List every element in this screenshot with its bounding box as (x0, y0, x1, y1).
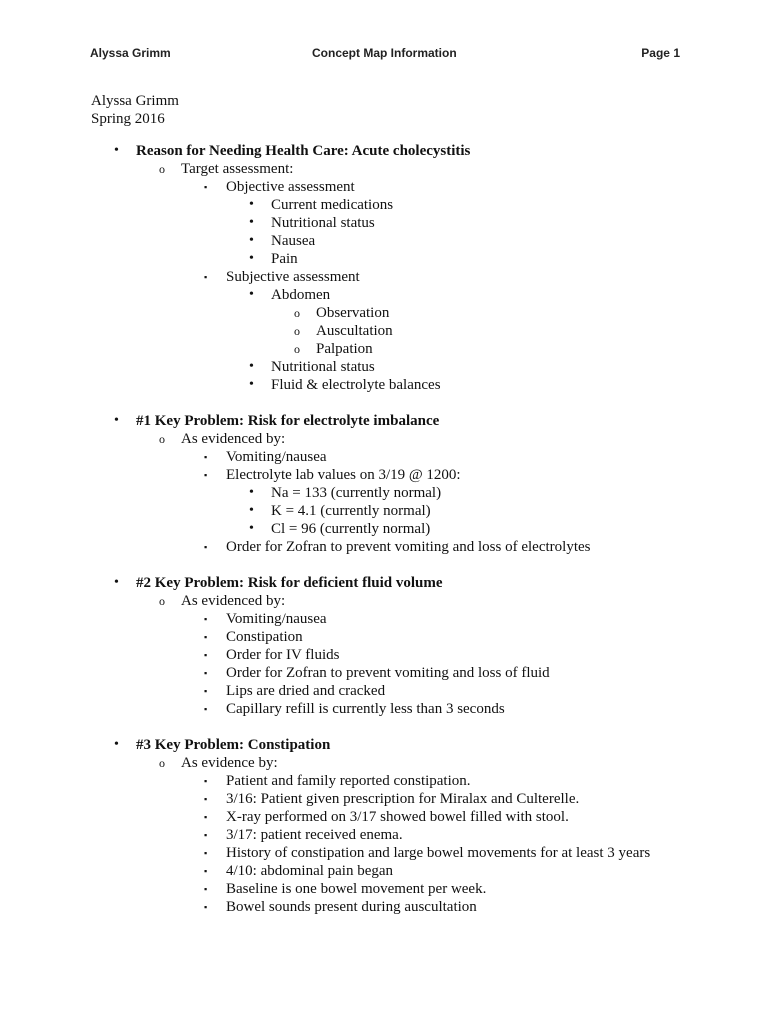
bullet-marker: • (114, 737, 119, 752)
outline-item (0, 844, 768, 862)
outline-item (0, 862, 768, 880)
outline-section (0, 142, 768, 394)
outline-item-text: Objective assessment (226, 179, 355, 195)
square-marker: ▪ (204, 812, 208, 822)
circle-marker: o (159, 756, 165, 770)
outline-item-text: Vomiting/nausea (226, 611, 327, 627)
outline-subitem (0, 286, 768, 304)
section-heading (0, 412, 768, 430)
bullet-marker: • (249, 521, 254, 536)
outline-detail (0, 322, 768, 340)
evidence-label (0, 592, 768, 610)
circle-marker: o (294, 324, 300, 338)
author-name: Alyssa Grimm (91, 93, 179, 109)
circle-marker: o (159, 162, 165, 176)
outline-subitem-text: Current medications (271, 197, 394, 213)
header-page-number: Page 1 (641, 46, 680, 60)
outline-section (0, 412, 768, 556)
bullet-marker: • (114, 143, 119, 158)
outline-subitem (0, 502, 768, 520)
outline-item-text: Electrolyte lab values on 3/19 @ 1200: (226, 467, 461, 483)
bullet-marker: • (249, 485, 254, 500)
outline-item-text: Lips are dried and cracked (226, 683, 386, 699)
document-meta (91, 92, 179, 128)
outline-item (0, 790, 768, 808)
section-heading-text: #2 Key Problem: Risk for deficient fluid volume (136, 575, 443, 591)
square-marker: ▪ (204, 632, 208, 642)
outline-subitem (0, 214, 768, 232)
outline-item (0, 268, 768, 286)
outline-subitem-text: Fluid & electrolyte balances (271, 377, 441, 393)
outline-subitem-text: Nutritional status (271, 215, 375, 231)
square-marker: ▪ (204, 668, 208, 678)
bullet-marker: • (249, 197, 254, 212)
outline-item-text: Constipation (226, 629, 303, 645)
outline-detail (0, 340, 768, 358)
concept-map-outline (0, 142, 768, 916)
outline-subitem (0, 196, 768, 214)
outline-item-text: Bowel sounds present during auscultation (226, 899, 477, 915)
header-title: Concept Map Information (312, 46, 457, 60)
outline-item (0, 700, 768, 718)
square-marker: ▪ (204, 542, 208, 552)
section-heading-text: #3 Key Problem: Constipation (136, 737, 331, 753)
outline-subitem-text: Pain (271, 251, 298, 267)
outline-item (0, 448, 768, 466)
outline-item-text: 3/17: patient received enema. (226, 827, 403, 843)
outline-subitem-text: K = 4.1 (currently normal) (271, 503, 431, 519)
circle-marker: o (159, 594, 165, 608)
outline-subitem (0, 250, 768, 268)
square-marker: ▪ (204, 884, 208, 894)
bullet-marker: • (249, 251, 254, 266)
outline-item (0, 646, 768, 664)
square-marker: ▪ (204, 848, 208, 858)
square-marker: ▪ (204, 902, 208, 912)
outline-detail-text: Observation (316, 305, 390, 321)
outline-subitem-text: Na = 133 (currently normal) (271, 485, 442, 501)
outline-item (0, 772, 768, 790)
outline-item (0, 808, 768, 826)
outline-item-text: Vomiting/nausea (226, 449, 327, 465)
outline-subitem (0, 520, 768, 538)
outline-detail (0, 304, 768, 322)
evidence-label-text: As evidenced by: (181, 431, 286, 447)
page-header (90, 46, 680, 64)
outline-subitem (0, 358, 768, 376)
bullet-marker: • (249, 233, 254, 248)
square-marker: ▪ (204, 182, 208, 192)
outline-item (0, 178, 768, 196)
evidence-label (0, 430, 768, 448)
outline-item (0, 466, 768, 484)
outline-subitem (0, 232, 768, 250)
section-heading (0, 574, 768, 592)
outline-item (0, 538, 768, 556)
section-heading (0, 142, 768, 160)
square-marker: ▪ (204, 776, 208, 786)
section-heading-text: #1 Key Problem: Risk for electrolyte imbalance (136, 413, 440, 429)
outline-subitem-text: Cl = 96 (currently normal) (271, 521, 431, 537)
outline-item-text: Order for Zofran to prevent vomiting and loss of electrolytes (226, 539, 591, 555)
square-marker: ▪ (204, 704, 208, 714)
outline-item-text: Patient and family reported constipation. (226, 773, 471, 789)
outline-detail-text: Auscultation (316, 323, 393, 339)
outline-section (0, 736, 768, 916)
outline-detail-text: Palpation (316, 341, 373, 357)
outline-item-text: Capillary refill is currently less than 3 seconds (226, 701, 505, 717)
square-marker: ▪ (204, 866, 208, 876)
circle-marker: o (159, 432, 165, 446)
outline-item-text: 4/10: abdominal pain began (226, 863, 394, 879)
bullet-marker: • (114, 413, 119, 428)
square-marker: ▪ (204, 830, 208, 840)
bullet-marker: • (114, 575, 119, 590)
outline-item (0, 826, 768, 844)
outline-item (0, 628, 768, 646)
outline-section (0, 574, 768, 718)
outline-subitem (0, 376, 768, 394)
header-author: Alyssa Grimm (90, 46, 171, 60)
bullet-marker: • (249, 377, 254, 392)
bullet-marker: • (249, 215, 254, 230)
circle-marker: o (294, 306, 300, 320)
evidence-label-text: Target assessment: (181, 161, 294, 177)
term: Spring 2016 (91, 111, 165, 127)
bullet-marker: • (249, 287, 254, 302)
square-marker: ▪ (204, 614, 208, 624)
outline-item-text: 3/16: Patient given prescription for Miralax and Culterelle. (226, 791, 580, 807)
outline-subitem-text: Abdomen (271, 287, 331, 303)
bullet-marker: • (249, 359, 254, 374)
outline-item (0, 682, 768, 700)
square-marker: ▪ (204, 272, 208, 282)
outline-item (0, 610, 768, 628)
evidence-label-text: As evidenced by: (181, 593, 286, 609)
outline-item-text: Baseline is one bowel movement per week. (226, 881, 487, 897)
evidence-label (0, 754, 768, 772)
outline-subitem-text: Nutritional status (271, 359, 375, 375)
outline-item-text: X-ray performed on 3/17 showed bowel filled with stool. (226, 809, 569, 825)
evidence-label-text: As evidence by: (181, 755, 278, 771)
outline-item-text: History of constipation and large bowel movements for at least 3 years (226, 845, 651, 861)
outline-subitem (0, 484, 768, 502)
outline-subitem-text: Nausea (271, 233, 316, 249)
outline-item-text: Order for IV fluids (226, 647, 340, 663)
square-marker: ▪ (204, 650, 208, 660)
outline-item-text: Order for Zofran to prevent vomiting and loss of fluid (226, 665, 550, 681)
section-heading-text: Reason for Needing Health Care: Acute cholecystitis (136, 143, 471, 159)
square-marker: ▪ (204, 794, 208, 804)
evidence-label (0, 160, 768, 178)
circle-marker: o (294, 342, 300, 356)
outline-item-text: Subjective assessment (226, 269, 360, 285)
square-marker: ▪ (204, 470, 208, 480)
square-marker: ▪ (204, 686, 208, 696)
square-marker: ▪ (204, 452, 208, 462)
bullet-marker: • (249, 503, 254, 518)
outline-item (0, 880, 768, 898)
outline-item (0, 664, 768, 682)
section-heading (0, 736, 768, 754)
outline-item (0, 898, 768, 916)
